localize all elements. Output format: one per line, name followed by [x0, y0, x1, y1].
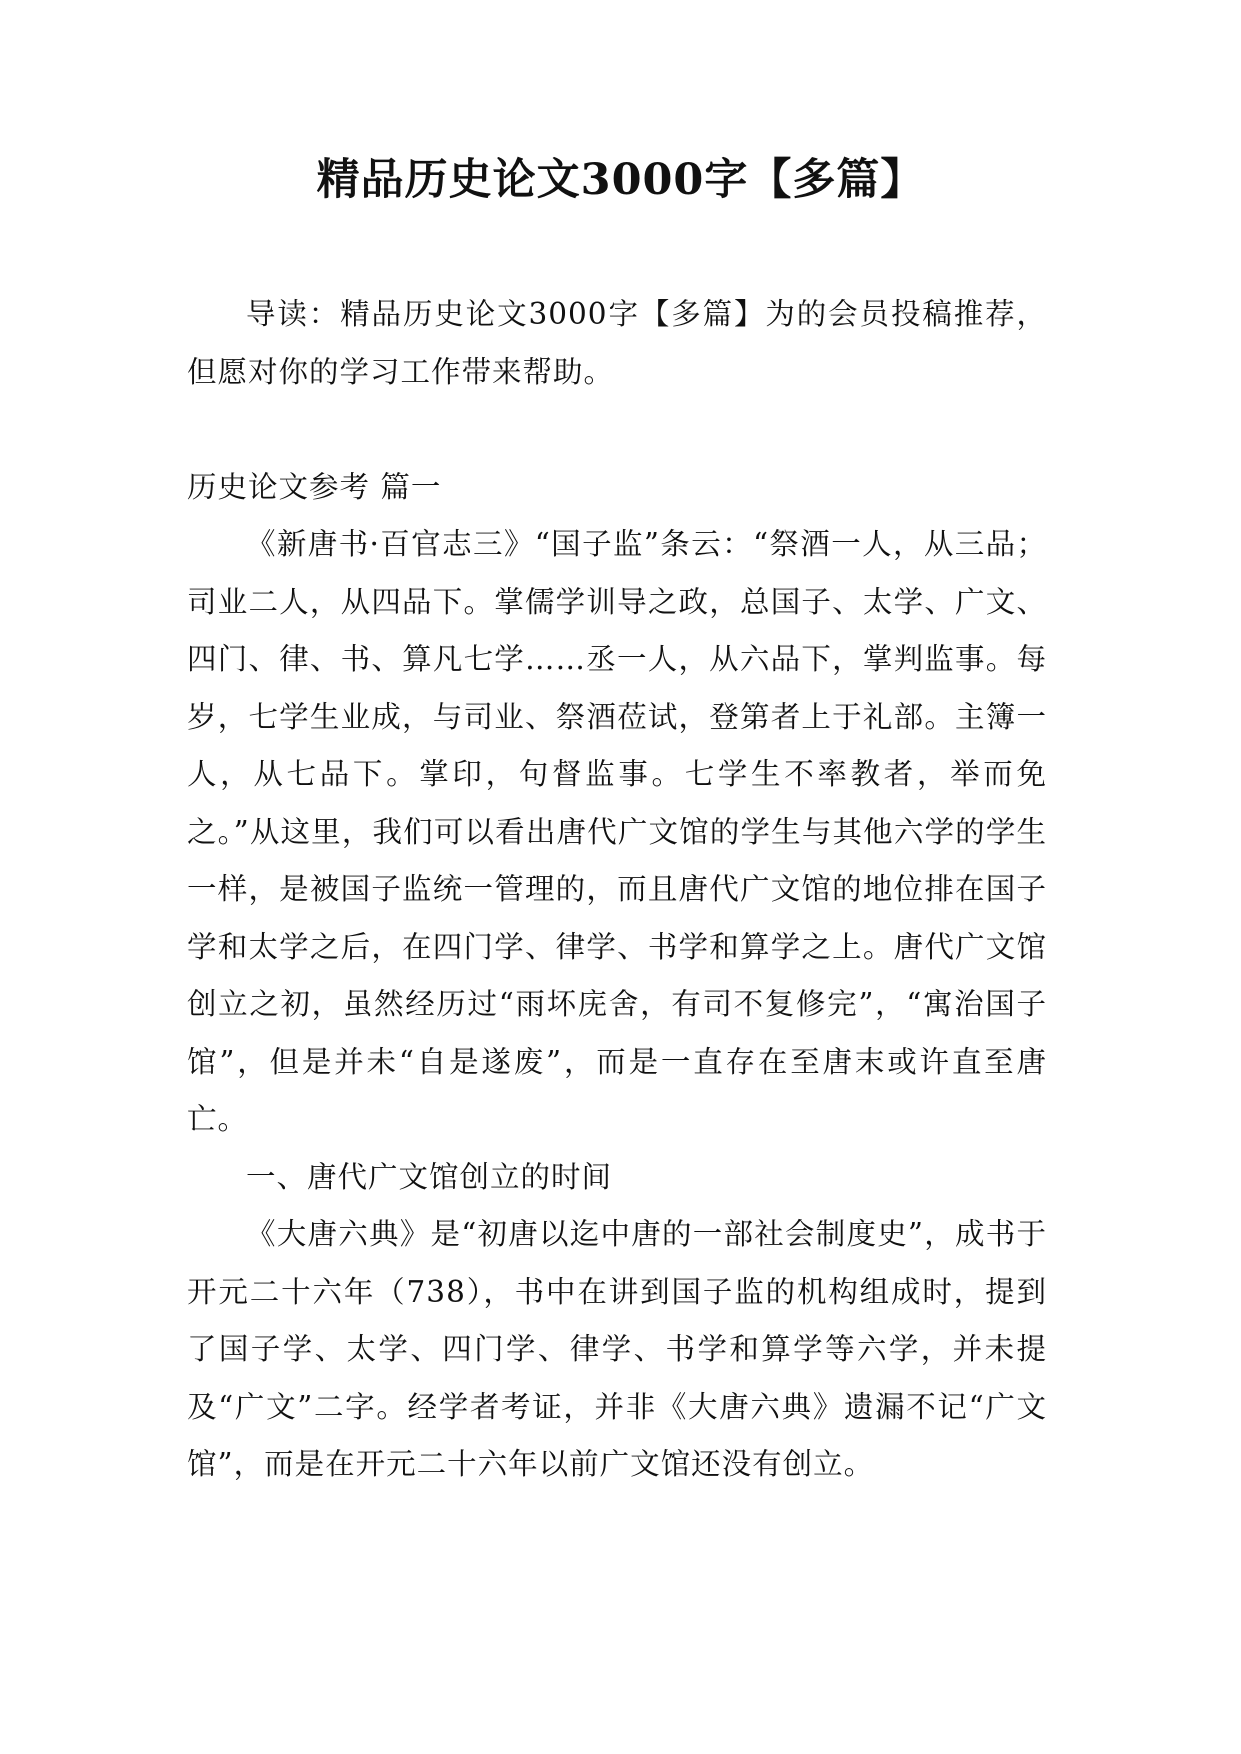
document-body [187, 286, 1047, 1494]
body-paragraph-2: 《大唐六典》是“初唐以迄中唐的一部社会制度史”，成书于开元二十六年（738），书中在讲到国子监的机构组成时，提到了国子学、太学、四门学、律学、书学和算学等六学，并未提及“广文”二字。经学者考证，并非《大唐六典》遗漏不记“广文馆”，而是在开元二十六年以前广文馆还没有创立。 [187, 1217, 1047, 1481]
paragraph-gap [187, 401, 1047, 459]
section-heading: 历史论文参考 篇一 [187, 469, 442, 504]
body-paragraph-1: 《新唐书·百官志三》“国子监”条云：“祭酒一人，从三品；司业二人，从四品下。掌儒学训导之政，总国子、太学、广文、四门、律、书、算凡七学……丞一人，从六品下，掌判监事。每岁，七学生业成，与司业、祭酒莅试，登第者上于礼部。主簿一人，从七品下。掌印，句督监事。七学生不率教者，举而免之。”从这里，我们可以看出唐代广文馆的学生与其他六学的学生一样，是被国子监统一管理的，而且唐代广文馆的地位排在国子学和太学之后，在四门学、律学、书学和算学之上。唐代广文馆创立之初，虽然经历过“雨坏庑舍，有司不复修完”，“寓治国子馆”，但是并未“自是遂废”，而是一直存在至唐末或许直至唐亡。 [187, 527, 1047, 1136]
document-title: 精品历史论文3000字【多篇】 [316, 155, 925, 205]
subheading-1: 一、唐代广文馆创立的时间 [246, 1159, 613, 1194]
intro-paragraph: 导读：精品历史论文3000字【多篇】为的会员投稿推荐，但愿对你的学习工作带来帮助。 [187, 297, 1047, 389]
